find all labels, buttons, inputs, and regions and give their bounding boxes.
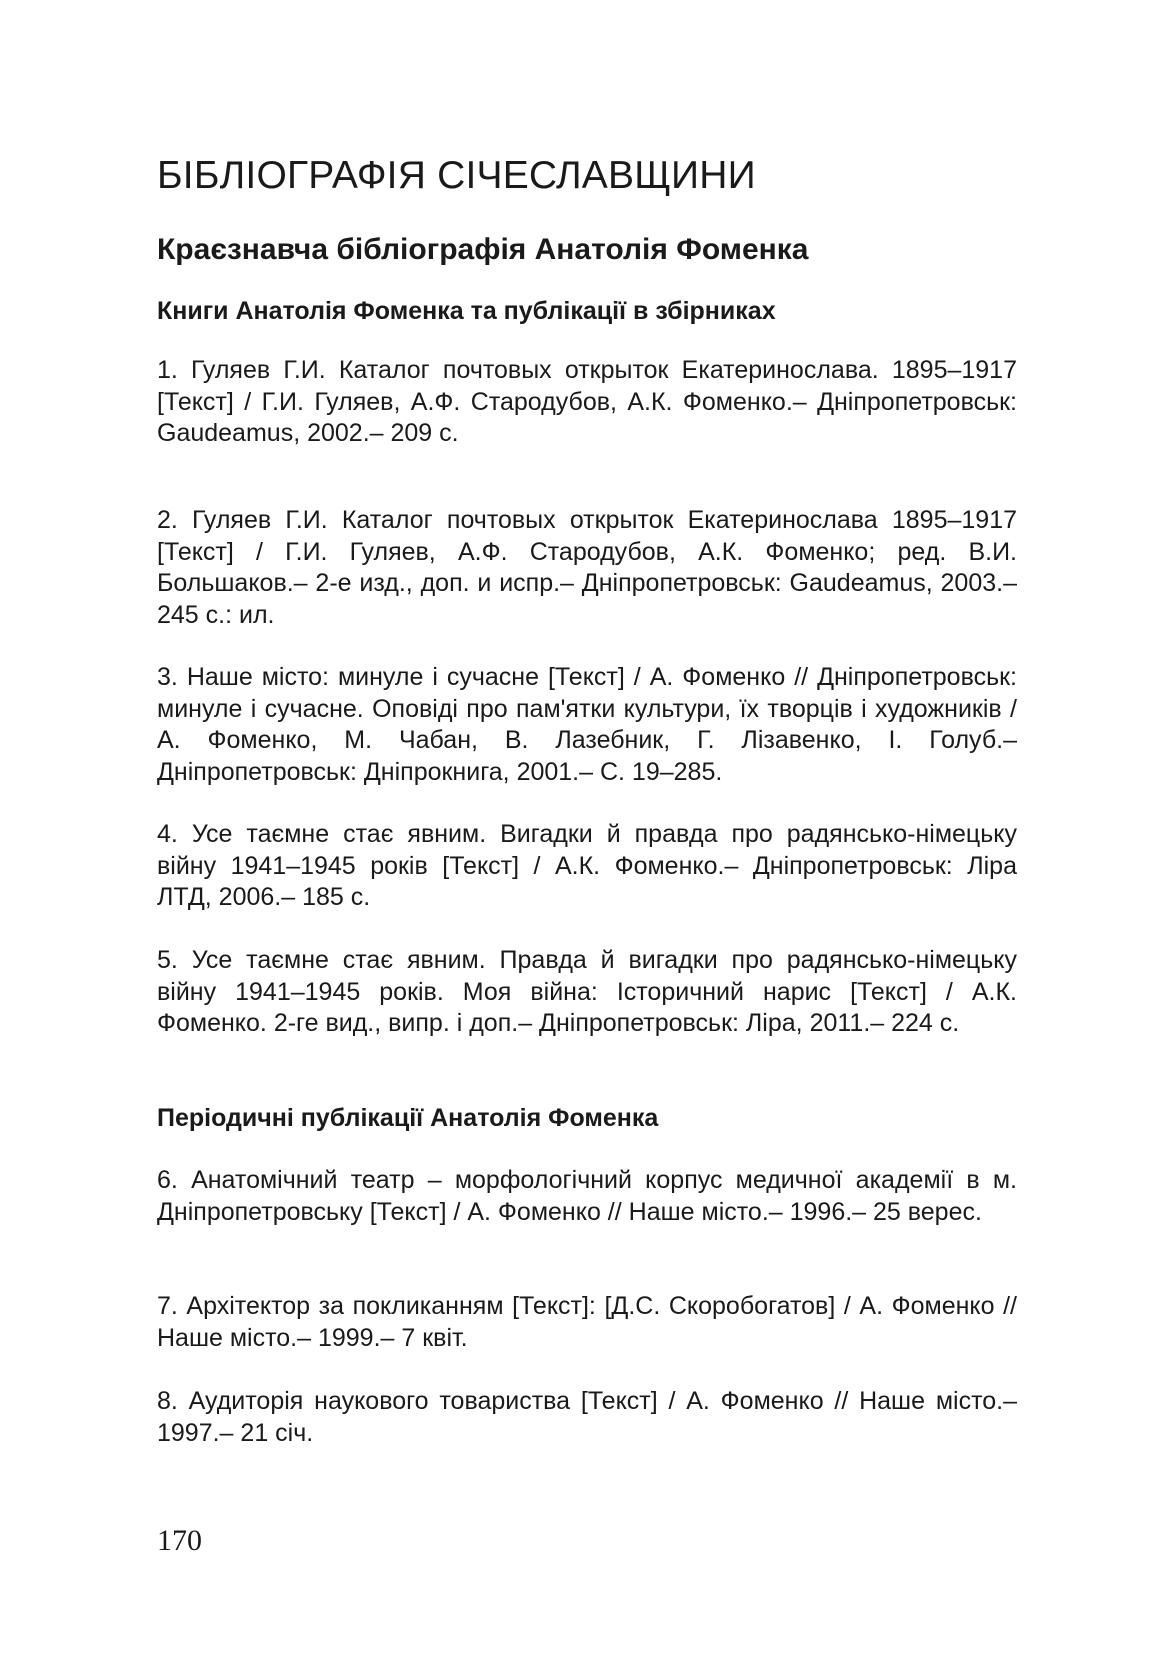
page-number: 170 — [157, 1524, 202, 1557]
bibliography-entry-7: 7. Архітектор за покликанням [Текст]: [Д.С. Скоробогатов] / А. Фоменко // Наше місто.– 1999.– 7 квіт. — [157, 1292, 1017, 1352]
bibliography-entry-1: 1. Гуляев Г.И. Каталог почтовых открыток Екатеринослава. 1895–1917 [Текст] / Г.И. Гуляев, А.Ф. Стародубов, А.К. Фоменко.– Дніпропетровськ: Gaudeamus, 2002.– 209 с. — [157, 356, 1017, 447]
section-heading-books: Книги Анатолія Фоменка та публікації в збірниках — [157, 297, 776, 325]
bibliography-entry-4: 4. Усе таємне стає явним. Вигадки й правда про радянсько-німецьку війну 1941–1945 років [Текст] / А.К. Фоменко.– Дніпропетровськ: Ліра ЛТД, 2006.– 185 с. — [157, 820, 1017, 911]
bibliography-entry-6: 6. Анатомічний театр – морфологічний корпус медичної академії в м. Дніпропетровську [Текст] / А. Фоменко // Наше місто.– 1996.– 25 верес. — [157, 1166, 1017, 1226]
page-subtitle: Краєзнавча бібліографія Анатолія Фоменка — [157, 233, 809, 266]
section-heading-periodicals: Періодичні публікації Анатолія Фоменка — [157, 1104, 659, 1132]
bibliography-entry-5: 5. Усе таємне стає явним. Правда й вигадки про радянсько-німецьку війну 1941–1945 років. Моя війна: Історичний нарис [Текст] / А.К. Фоменко. 2-ге вид., випр. і доп.– Дніпропетровськ: Ліра, 2011.– 224 с. — [157, 946, 1017, 1037]
bibliography-entry-2: 2. Гуляев Г.И. Каталог почтовых открыток Екатеринослава 1895–1917 [Текст] / Г.И. Гуляев, А.Ф. Стародубов, А.К. Фоменко; ред. В.И. Большаков.– 2-е изд., доп. и испр.– Дніпропетровськ: Gaudeamus, 2003.– 245 с.: ил. — [157, 506, 1017, 629]
bibliography-entry-3: 3. Наше місто: минуле і сучасне [Текст] / А. Фоменко // Дніпропетровськ: минуле і сучасне. Оповіді про пам'ятки культури, їх творців і художників / А. Фоменко, М. Чабан, В. Лазебник, Г. Лізавенко, І. Голуб.– Дніпропетровськ: Дніпрокнига, 2001.– С. 19–285. — [157, 663, 1017, 786]
page-title: БІБЛІОГРАФІЯ СІЧЕСЛАВЩИНИ — [157, 154, 756, 197]
bibliography-entry-8: 8. Аудиторія наукового товариства [Текст] / А. Фоменко // Наше місто.– 1997.– 21 січ. — [157, 1387, 1017, 1447]
